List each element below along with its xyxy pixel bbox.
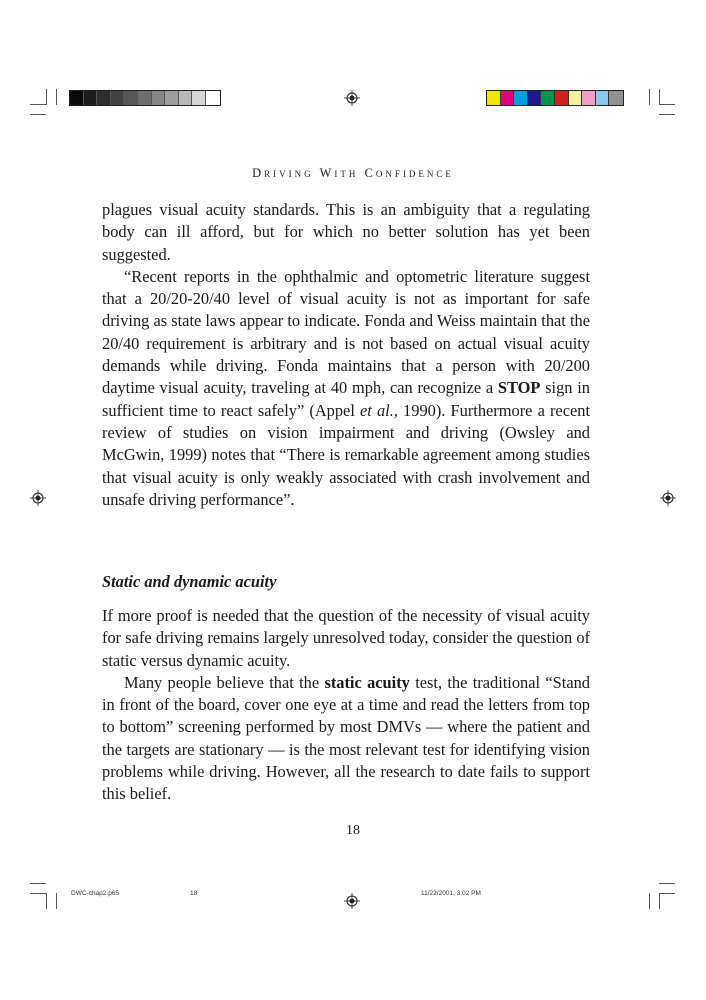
crop-mark: [30, 114, 46, 115]
color-swatch: [487, 91, 501, 105]
color-swatch: [541, 91, 555, 105]
italic-term: et al.: [360, 400, 394, 420]
paragraph-quote: “Recent reports in the ophthalmic and optometric literature suggest that a 20/20-20/40 level of visual acuity is not as important for safe driving as state laws appear to indicate. Fonda and Weiss maintain that the 20/40 requirement is arbitrary and is not based on actual visual acuity demands while driving. Fonda maintains that a person with 20/200 daytime visual acuity, traveling at 40 mph, can recognize a STOP sign in sufficient time to react safely” (Appel et al., 1990). Furthermore a recent review of studies on vision impairment and driving (Owsley and McGwin, 1999) notes that “There is remarkable agreement among studies that visual acuity is only weakly associated with crash involvement and unsafe driving performance”.: [102, 266, 591, 509]
crop-mark: [659, 893, 675, 894]
crop-mark: [659, 893, 660, 909]
color-swatch: [609, 91, 623, 105]
color-swatch: [165, 91, 179, 105]
running-head: Driving With Confidence: [252, 166, 454, 180]
color-swatch: [70, 91, 84, 105]
color-swatch: [192, 91, 206, 105]
color-swatch: [97, 91, 111, 105]
registration-mark-icon: [660, 490, 676, 506]
slug-date: 11/22/2001, 3:02 PM: [421, 890, 481, 897]
crop-mark: [56, 89, 57, 105]
paragraph: plagues visual acuity standards. This is an ambiguity that a regulating body can ill afford, but for which no better solution has yet been suggested.: [102, 200, 590, 264]
crop-mark: [46, 89, 47, 105]
slug-filename: DWC-chap2.p65: [71, 890, 120, 897]
bold-term: static acuity: [324, 672, 410, 692]
crop-mark: [56, 893, 57, 909]
color-swatch: [152, 91, 166, 105]
color-swatch: [555, 91, 569, 105]
crop-mark: [659, 89, 660, 105]
color-swatch: [84, 91, 98, 105]
cmyk-color-bar: [486, 90, 624, 106]
crop-mark: [30, 893, 46, 894]
color-swatch: [569, 91, 583, 105]
color-swatch: [138, 91, 152, 105]
color-swatch: [514, 91, 528, 105]
registration-mark-icon: [344, 893, 360, 909]
crop-mark: [46, 893, 47, 909]
crop-mark: [649, 893, 650, 909]
bold-term: STOP: [497, 378, 541, 398]
registration-mark-icon: [30, 490, 46, 506]
color-swatch: [528, 91, 542, 105]
crop-mark: [659, 114, 675, 115]
page-number: 18: [346, 823, 360, 838]
paragraph: Many people believe that the static acuity test, the traditional “Stand in front of the board, cover one eye at a time and read the letters from top to bottom” screening performed by most DMVs — where the patient and the targets are stationary — is the most relevant test for identifying vision problems while driving. However, all the research to date fails to support this belief.: [102, 672, 590, 804]
color-swatch: [179, 91, 193, 105]
registration-mark-icon: [344, 90, 360, 106]
slug-page: 18: [190, 890, 198, 897]
crop-mark: [649, 89, 650, 105]
section-heading: Static and dynamic acuity: [102, 572, 277, 591]
paragraph: If more proof is needed that the question of the necessity of visual acuity for safe driving remains largely unresolved today, consider the question of static versus dynamic acuity.: [102, 606, 590, 670]
color-swatch: [596, 91, 610, 105]
crop-mark: [659, 104, 675, 105]
color-swatch: [206, 91, 220, 105]
body-text-section-2: [102, 605, 590, 806]
color-swatch: [111, 91, 125, 105]
color-swatch: [124, 91, 138, 105]
grayscale-color-bar: [69, 90, 221, 106]
crop-mark: [30, 104, 46, 105]
color-swatch: [501, 91, 515, 105]
crop-mark: [30, 883, 46, 884]
color-swatch: [582, 91, 596, 105]
body-text-section-1: [102, 199, 590, 511]
crop-mark: [659, 883, 675, 884]
